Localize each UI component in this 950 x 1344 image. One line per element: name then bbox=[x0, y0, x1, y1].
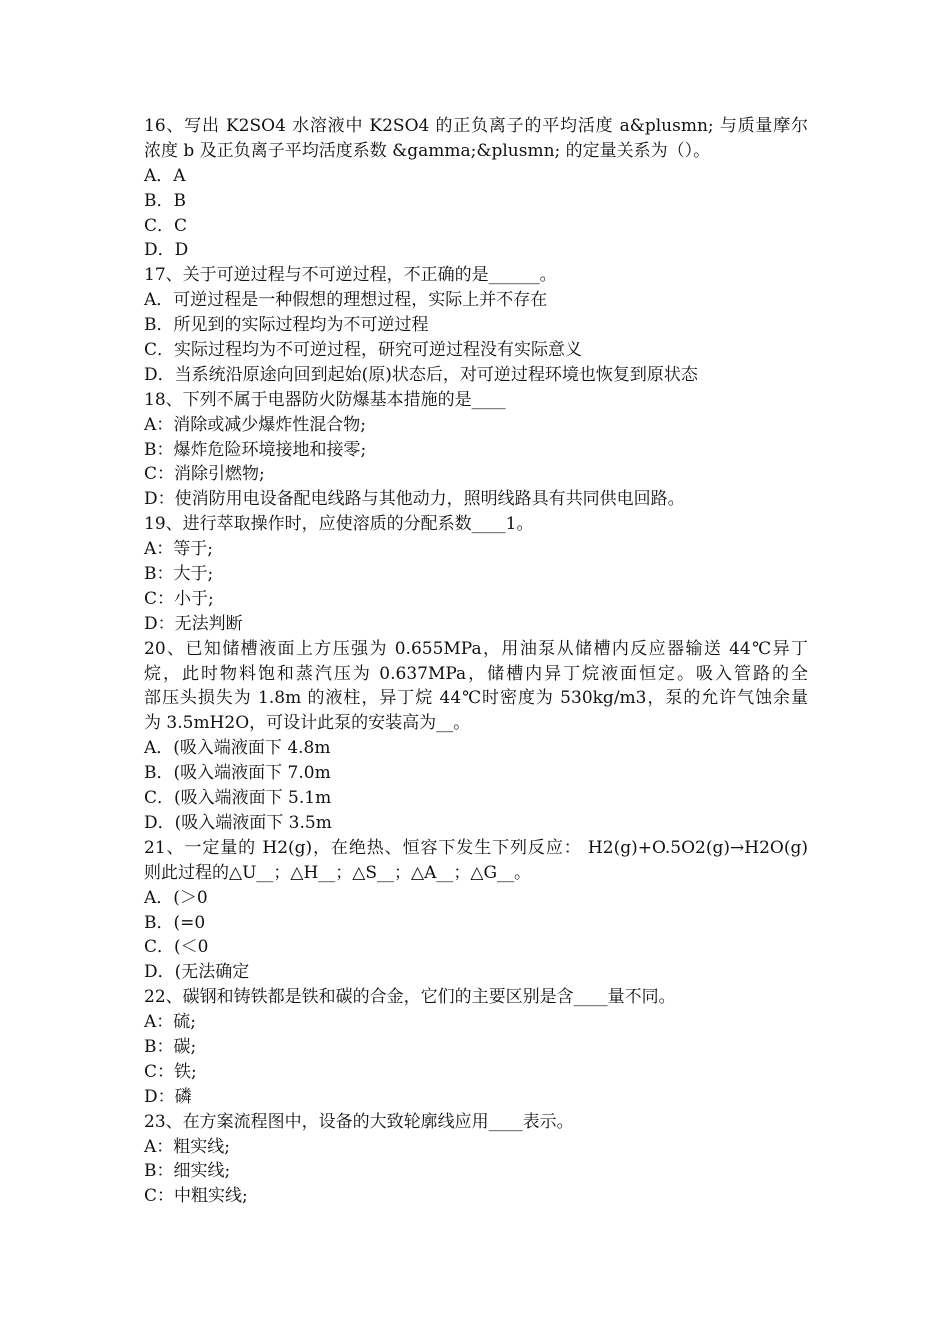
question-21-text: 则此过程的△U__；△H__；△S__；△A__；△G__。 bbox=[144, 862, 532, 883]
question-18-option-b: B：爆炸危险环境接地和接零; bbox=[144, 439, 367, 460]
question-18-option-d: D：使消防用电设备配电线路与其他动力，照明线路具有共同供电回路。 bbox=[144, 489, 685, 510]
question-16-option-a: A．A bbox=[144, 165, 186, 186]
question-16-text: 浓度 b 及正负离子平均活度系数 &gamma;&plusmn; 的定量关系为（）。 bbox=[144, 140, 711, 161]
question-20-text: 烷，此时物料饱和蒸汽压为 0.637MPa，储槽内异丁烷液面恒定。吸入管路的全 bbox=[144, 663, 808, 684]
question-16-option-b: B．B bbox=[144, 190, 186, 211]
question-21-option-d: D．(无法确定 bbox=[144, 962, 250, 983]
question-19-option-a: A：等于; bbox=[144, 539, 214, 560]
question-16-text: 16、写出 K2SO4 水溶液中 K2SO4 的正负离子的平均活度 a&plusmn; 与质量摩尔 bbox=[144, 116, 808, 136]
question-19-option-b: B：大于; bbox=[144, 564, 214, 585]
question-17-option-a: A．可逆过程是一种假想的理想过程，实际上并不存在 bbox=[144, 290, 548, 311]
question-20-option-a: A．(吸入端液面下 4.8m bbox=[144, 738, 331, 759]
question-21-option-c: C．(＜0 bbox=[144, 937, 209, 958]
question-20-text: 20、已知储槽液面上方压强为 0.655MPa，用油泵从储槽内反应器输送 44℃异丁 bbox=[144, 638, 808, 659]
question-17-option-b: B．所见到的实际过程均为不可逆过程 bbox=[144, 315, 429, 336]
question-21-option-a: A．(＞0 bbox=[144, 887, 208, 908]
question-18-option-a: A：消除或减少爆炸性混合物; bbox=[144, 414, 367, 435]
document-body bbox=[144, 114, 808, 1209]
question-20-option-c: C．(吸入端液面下 5.1m bbox=[144, 788, 332, 809]
question-18-option-c: C：消除引燃物; bbox=[144, 464, 265, 485]
question-23-text: 23、在方案流程图中，设备的大致轮廓线应用____表示。 bbox=[144, 1111, 574, 1132]
question-17-text: 17、关于可逆过程与不可逆过程，不正确的是______。 bbox=[144, 265, 557, 286]
question-22-option-b: B：碳; bbox=[144, 1036, 197, 1057]
question-21-text: 21、一定量的 H2(g)，在绝热、恒容下发生下列反应： H2(g)+O.5O2(g)→H2O(g) bbox=[144, 837, 808, 858]
question-19-option-d: D：无法判断 bbox=[144, 613, 243, 634]
question-17-option-d: D．当系统沿原途向回到起始(原)状态后，对可逆过程环境也恢复到原状态 bbox=[144, 364, 698, 385]
question-20-option-b: B．(吸入端液面下 7.0m bbox=[144, 763, 331, 784]
question-16-option-c: C．C bbox=[144, 215, 188, 236]
question-20-text: 为 3.5mH2O，可设计此泵的安装高为__。 bbox=[144, 713, 471, 734]
question-23-option-a: A：粗实线; bbox=[144, 1136, 231, 1157]
question-22-option-a: A：硫; bbox=[144, 1012, 197, 1033]
question-20-option-d: D．(吸入端液面下 3.5m bbox=[144, 812, 332, 833]
question-23-option-b: B：细实线; bbox=[144, 1161, 231, 1182]
question-16-option-d: D．D bbox=[144, 240, 189, 261]
question-23-option-c: C：中粗实线; bbox=[144, 1186, 248, 1207]
question-19-option-c: C：小于; bbox=[144, 588, 214, 609]
question-18-text: 18、下列不属于电器防火防爆基本措施的是____ bbox=[144, 389, 506, 410]
question-21-option-b: B．(=0 bbox=[144, 912, 206, 933]
question-20-text: 部压头损失为 1.8m 的液柱，异丁烷 44℃时密度为 530kg/m3，泵的允许气蚀余量 bbox=[144, 688, 808, 709]
question-22-text: 22、碳钢和铸铁都是铁和碳的合金，它们的主要区别是含____量不同。 bbox=[144, 987, 676, 1008]
question-22-option-d: D：磷 bbox=[144, 1086, 192, 1107]
question-19-text: 19、进行萃取操作时，应使溶质的分配系数____1。 bbox=[144, 514, 534, 535]
question-22-option-c: C：铁; bbox=[144, 1061, 197, 1082]
question-17-option-c: C．实际过程均为不可逆过程，研究可逆过程没有实际意义 bbox=[144, 340, 583, 361]
